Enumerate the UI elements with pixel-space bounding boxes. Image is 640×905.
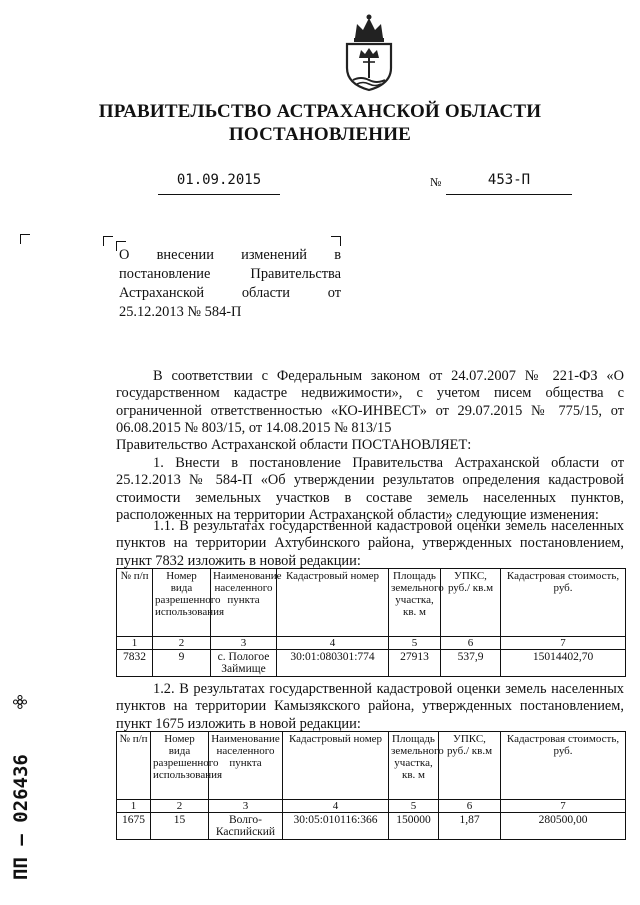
row-index: 1675 bbox=[117, 813, 151, 840]
cadastral-value: 15014402,70 bbox=[501, 650, 626, 677]
flower-mark-icon bbox=[14, 696, 27, 709]
column-number: 1 bbox=[117, 800, 151, 813]
column-number: 5 bbox=[389, 637, 441, 650]
header-cell: Площадь земельного участка, кв. м bbox=[389, 732, 439, 800]
table-row bbox=[117, 813, 626, 840]
column-number: 2 bbox=[151, 800, 209, 813]
number-sign: № bbox=[430, 175, 442, 189]
item-1-paragraph: 1. Внести в постановление Правительства Астраханской области от 25.12.2013 № 584-П «Об утверждении результатов определения кадастровой стоимости земельных участков в составе земель населенных пунктов, расположенных на территории Астраханской области» следующие изменения: bbox=[116, 455, 624, 523]
header-cell: Кадастровая стоимость, руб. bbox=[501, 569, 626, 637]
item-1-1-paragraph: 1.1. В результатах государственной кадастровой оценки земель населенных пунктов на территории Ахтубинского района, утвержденных постановлением, пункт 7832 изложить в новой редакции: bbox=[116, 518, 624, 569]
header-cell: Наименование населенного пункта bbox=[209, 732, 283, 800]
cadastral-number: 30:05:010116:366 bbox=[283, 813, 389, 840]
table-row bbox=[117, 650, 626, 677]
cadastral-table-2 bbox=[116, 731, 626, 840]
land-area: 27913 bbox=[389, 650, 441, 677]
government-title: ПРАВИТЕЛЬСТВО АСТРАХАНСКОЙ ОБЛАСТИ bbox=[98, 101, 542, 122]
column-number: 1 bbox=[117, 637, 153, 650]
column-number: 6 bbox=[441, 637, 501, 650]
column-number: 2 bbox=[153, 637, 211, 650]
header-cell: Номер вида разрешенного использования bbox=[151, 732, 209, 800]
header-cell: УПКС, руб./ кв.м bbox=[441, 569, 501, 637]
header-cell: Номер вида разрешенного использования bbox=[153, 569, 211, 637]
table-header-row bbox=[117, 732, 626, 800]
table-column-numbers-row bbox=[117, 800, 626, 813]
table-column-numbers-row bbox=[117, 637, 626, 650]
column-number: 4 bbox=[277, 637, 389, 650]
column-number: 5 bbox=[389, 800, 439, 813]
table-header-row bbox=[117, 569, 626, 637]
corner-mark-left bbox=[20, 234, 30, 244]
header-cell: Наименование населенного пункта bbox=[211, 569, 277, 637]
column-number: 3 bbox=[209, 800, 283, 813]
header-cell: № п/п bbox=[117, 732, 151, 800]
header-cell: Кадастровый номер bbox=[277, 569, 389, 637]
column-number: 4 bbox=[283, 800, 389, 813]
header-cell: Кадастровый номер bbox=[283, 732, 389, 800]
use-type-number: 9 bbox=[153, 650, 211, 677]
header-cell: Кадастровая стоимость, руб. bbox=[501, 732, 626, 800]
settlement-name: Волго-Каспийский bbox=[209, 813, 283, 840]
side-code-stamp bbox=[2, 690, 38, 885]
coat-of-arms-emblem bbox=[337, 8, 401, 92]
corner-mark-subject-left bbox=[103, 236, 113, 246]
column-number: 3 bbox=[211, 637, 277, 650]
document-subject: О внесении изменений в постановление Правительства Астраханской области от 25.12.2013 № 584-П bbox=[119, 247, 341, 320]
header-cell: Площадь земельного участка, кв. м bbox=[389, 569, 441, 637]
cadastral-value: 280500,00 bbox=[501, 813, 626, 840]
document-number: 453-П bbox=[446, 172, 572, 195]
header-cell: УПКС, руб./ кв.м bbox=[439, 732, 501, 800]
document-type-title: ПОСТАНОВЛЕНИЕ bbox=[228, 124, 412, 145]
cadastral-table-1 bbox=[116, 568, 626, 677]
intro-paragraph: В соответствии с Федеральным законом от 24.07.2007 № 221-ФЗ «О государственном кадастре недвижимости», с учетом писем общества с ограниченной ответственностью «КО-ИНВЕСТ» от 29.07.2015 № 775/15, от 06.08.2015 № 803/15, от 14.08.2015 № 813/15 bbox=[116, 368, 624, 436]
cadastral-number: 30:01:080301:774 bbox=[277, 650, 389, 677]
settlement-name: с. Пологое Займище bbox=[211, 650, 277, 677]
item-1-2-paragraph: 1.2. В результатах государственной кадастровой оценки земель населенных пунктов на территории Камызякского района, утвержденных постановлением, пункт 1675 изложить в новой редакции: bbox=[116, 681, 624, 732]
corner-mark-subject-right bbox=[331, 236, 341, 246]
column-number: 6 bbox=[439, 800, 501, 813]
row-index: 7832 bbox=[117, 650, 153, 677]
document-date: 01.09.2015 bbox=[158, 172, 280, 195]
side-code-text: ПП – 026436 bbox=[10, 754, 32, 880]
specific-cost: 537,9 bbox=[441, 650, 501, 677]
specific-cost: 1,87 bbox=[439, 813, 501, 840]
use-type-number: 15 bbox=[151, 813, 209, 840]
column-number: 7 bbox=[501, 800, 626, 813]
land-area: 150000 bbox=[389, 813, 439, 840]
resolves-paragraph: Правительство Астраханской области ПОСТАНОВЛЯЕТ: bbox=[116, 437, 472, 453]
header-cell: № п/п bbox=[117, 569, 153, 637]
column-number: 7 bbox=[501, 637, 626, 650]
